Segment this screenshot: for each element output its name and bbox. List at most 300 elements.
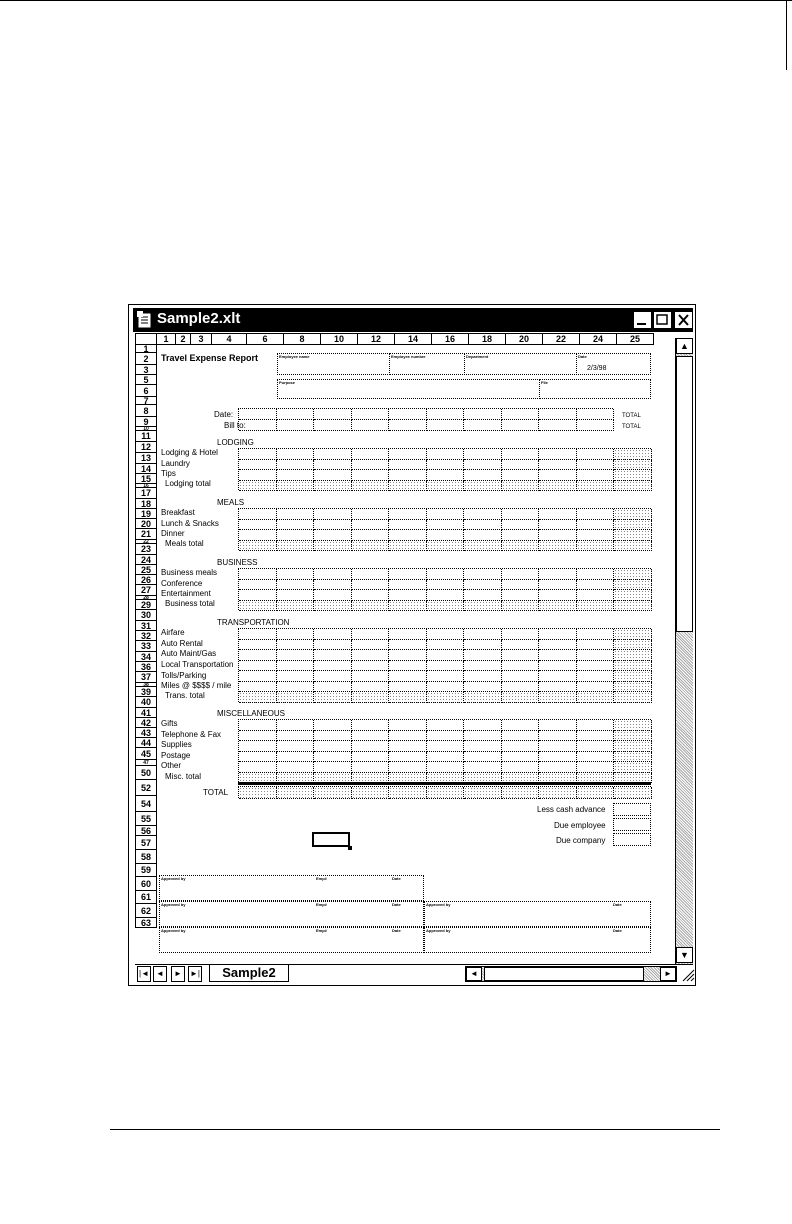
row-header[interactable]: 5 xyxy=(135,375,157,385)
meals-grid[interactable] xyxy=(238,508,651,550)
grid-cell[interactable] xyxy=(239,509,277,520)
grid-cell[interactable] xyxy=(464,520,502,531)
grid-cell[interactable] xyxy=(502,409,540,420)
grid-cell[interactable] xyxy=(577,520,615,531)
row-header[interactable]: 60 xyxy=(135,877,157,891)
grid-cell[interactable] xyxy=(427,541,465,552)
grid-cell[interactable] xyxy=(502,741,540,752)
grid-cell[interactable] xyxy=(239,520,277,531)
row-header[interactable]: 21 xyxy=(135,529,157,540)
grid-cell[interactable] xyxy=(314,420,352,431)
grid-cell[interactable] xyxy=(502,590,540,601)
grid-cell[interactable] xyxy=(464,682,502,693)
grid-cell[interactable] xyxy=(389,640,427,651)
grid-cell[interactable] xyxy=(614,682,652,693)
row-header[interactable]: 28 xyxy=(135,596,157,600)
column-header[interactable]: 12 xyxy=(357,333,395,345)
grid-cell[interactable] xyxy=(427,509,465,520)
grid-cell[interactable] xyxy=(502,692,540,703)
row-header[interactable]: 43 xyxy=(135,728,157,738)
grid-cell[interactable] xyxy=(314,741,352,752)
grid-cell[interactable] xyxy=(314,682,352,693)
grid-cell[interactable] xyxy=(577,481,615,492)
row-header[interactable]: 56 xyxy=(135,826,157,836)
grid-cell[interactable] xyxy=(427,409,465,420)
grid-cell[interactable] xyxy=(464,720,502,731)
grid-cell[interactable] xyxy=(352,661,390,672)
grid-cell[interactable] xyxy=(277,569,315,580)
row-header[interactable]: 30 xyxy=(135,610,157,621)
grid-cell[interactable] xyxy=(352,601,390,612)
row-header[interactable]: 54 xyxy=(135,796,157,812)
grid-cell[interactable] xyxy=(464,580,502,591)
grid-cell[interactable] xyxy=(314,752,352,763)
grid-cell[interactable] xyxy=(464,671,502,682)
sheet-tab-sample2[interactable]: Sample2 xyxy=(209,965,289,982)
grid-cell[interactable] xyxy=(614,661,652,672)
column-header[interactable]: 1 xyxy=(156,333,176,345)
active-cell-cursor[interactable] xyxy=(312,832,350,847)
grid-cell[interactable] xyxy=(352,569,390,580)
grid-cell[interactable] xyxy=(464,692,502,703)
grid-cell[interactable] xyxy=(314,580,352,591)
grid-cell[interactable] xyxy=(427,530,465,541)
grid-cell[interactable] xyxy=(539,520,577,531)
grid-cell[interactable] xyxy=(577,661,615,672)
grid-cell[interactable] xyxy=(577,449,615,460)
transportation-grid[interactable] xyxy=(238,628,651,702)
row-header[interactable]: 9 xyxy=(135,417,157,427)
row-header[interactable]: 50 xyxy=(135,766,157,780)
grid-cell[interactable] xyxy=(614,481,652,492)
grid-cell[interactable] xyxy=(314,590,352,601)
grid-cell[interactable] xyxy=(614,580,652,591)
first-tab-button[interactable]: |◄ xyxy=(137,966,151,982)
row-header[interactable]: 31 xyxy=(135,621,157,631)
row-header[interactable]: 26 xyxy=(135,575,157,585)
grid-cell[interactable] xyxy=(277,590,315,601)
row-header[interactable]: 44 xyxy=(135,738,157,748)
worksheet[interactable] xyxy=(157,345,675,965)
grid-cell[interactable] xyxy=(539,481,577,492)
grid-cell[interactable] xyxy=(502,530,540,541)
grid-cell[interactable] xyxy=(539,629,577,640)
grid-cell[interactable] xyxy=(239,409,277,420)
column-header[interactable]: 2 xyxy=(175,333,191,345)
grid-cell[interactable] xyxy=(614,590,652,601)
department-field[interactable] xyxy=(464,353,577,375)
row-header[interactable]: 14 xyxy=(135,464,157,474)
grid-cell[interactable] xyxy=(239,530,277,541)
grid-cell[interactable] xyxy=(352,409,390,420)
grid-cell[interactable] xyxy=(239,470,277,481)
grid-cell[interactable] xyxy=(502,650,540,661)
grid-cell[interactable] xyxy=(614,720,652,731)
grid-cell[interactable] xyxy=(314,541,352,552)
grid-cell[interactable] xyxy=(239,787,277,799)
grid-cell[interactable] xyxy=(427,449,465,460)
row-header[interactable]: 24 xyxy=(135,555,157,565)
row-header[interactable]: 61 xyxy=(135,891,157,904)
grid-cell[interactable] xyxy=(389,601,427,612)
prev-tab-button[interactable]: ◄ xyxy=(153,966,167,982)
select-all-corner[interactable] xyxy=(135,333,157,345)
grid-cell[interactable] xyxy=(614,762,652,773)
grid-cell[interactable] xyxy=(539,420,577,431)
row-header[interactable]: 17 xyxy=(135,488,157,499)
grid-cell[interactable] xyxy=(464,409,502,420)
grid-cell[interactable] xyxy=(427,762,465,773)
row-header[interactable]: 13 xyxy=(135,453,157,464)
row-header[interactable]: 10 xyxy=(135,427,157,431)
grid-cell[interactable] xyxy=(389,541,427,552)
grid-cell[interactable] xyxy=(314,731,352,742)
grid-cell[interactable] xyxy=(239,601,277,612)
grid-cell[interactable] xyxy=(389,520,427,531)
grid-cell[interactable] xyxy=(389,671,427,682)
grid-cell[interactable] xyxy=(314,692,352,703)
grid-cell[interactable] xyxy=(577,590,615,601)
grid-cell[interactable] xyxy=(427,692,465,703)
grid-cell[interactable] xyxy=(427,682,465,693)
grid-cell[interactable] xyxy=(577,629,615,640)
grid-cell[interactable] xyxy=(427,787,465,799)
grid-cell[interactable] xyxy=(614,787,652,799)
grid-cell[interactable] xyxy=(614,449,652,460)
approval-box-3[interactable] xyxy=(424,901,651,927)
column-header[interactable]: 25 xyxy=(616,333,654,345)
grid-cell[interactable] xyxy=(502,601,540,612)
grid-cell[interactable] xyxy=(464,752,502,763)
grid-cell[interactable] xyxy=(427,661,465,672)
grid-cell[interactable] xyxy=(577,460,615,471)
grid-cell[interactable] xyxy=(352,460,390,471)
grid-cell[interactable] xyxy=(314,409,352,420)
grid-cell[interactable] xyxy=(239,420,277,431)
grid-cell[interactable] xyxy=(389,590,427,601)
column-header[interactable]: 6 xyxy=(246,333,284,345)
grid-cell[interactable] xyxy=(614,629,652,640)
row-header[interactable]: 8 xyxy=(135,405,157,417)
minimize-button[interactable] xyxy=(633,311,652,329)
grid-cell[interactable] xyxy=(239,682,277,693)
grid-cell[interactable] xyxy=(577,580,615,591)
grid-cell[interactable] xyxy=(314,530,352,541)
row-header[interactable]: 47 xyxy=(135,760,157,766)
grid-cell[interactable] xyxy=(502,682,540,693)
grid-cell[interactable] xyxy=(352,470,390,481)
grid-cell[interactable] xyxy=(502,520,540,531)
row-header[interactable]: 37 xyxy=(135,672,157,683)
grid-cell[interactable] xyxy=(239,541,277,552)
grid-cell[interactable] xyxy=(389,650,427,661)
grid-cell[interactable] xyxy=(577,420,615,431)
grid-cell[interactable] xyxy=(577,509,615,520)
column-header[interactable]: 10 xyxy=(320,333,358,345)
grid-cell[interactable] xyxy=(502,569,540,580)
grid-cell[interactable] xyxy=(577,671,615,682)
grid-cell[interactable] xyxy=(539,580,577,591)
grid-cell[interactable] xyxy=(539,661,577,672)
grid-cell[interactable] xyxy=(502,720,540,731)
grid-cell[interactable] xyxy=(577,692,615,703)
grid-cell[interactable] xyxy=(464,741,502,752)
grid-cell[interactable] xyxy=(239,629,277,640)
grid-cell[interactable] xyxy=(577,541,615,552)
grid-cell[interactable] xyxy=(427,650,465,661)
grid-cell[interactable] xyxy=(427,590,465,601)
grid-cell[interactable] xyxy=(389,530,427,541)
fill-handle[interactable] xyxy=(348,846,352,850)
grid-cell[interactable] xyxy=(389,692,427,703)
grid-cell[interactable] xyxy=(427,731,465,742)
grid-cell[interactable] xyxy=(239,569,277,580)
grid-cell[interactable] xyxy=(539,671,577,682)
close-button[interactable] xyxy=(674,311,693,329)
grid-cell[interactable] xyxy=(614,541,652,552)
grid-cell[interactable] xyxy=(389,449,427,460)
maximize-button[interactable] xyxy=(653,311,672,329)
grid-cell[interactable] xyxy=(314,787,352,799)
row-header[interactable]: 45 xyxy=(135,748,157,760)
row-header[interactable]: 57 xyxy=(135,836,157,850)
grid-cell[interactable] xyxy=(389,569,427,580)
scroll-right-button[interactable]: ► xyxy=(660,967,676,981)
last-tab-button[interactable]: ►| xyxy=(188,966,202,982)
grid-cell[interactable] xyxy=(577,741,615,752)
grid-cell[interactable] xyxy=(577,720,615,731)
grid-cell[interactable] xyxy=(502,481,540,492)
grid-cell[interactable] xyxy=(614,530,652,541)
grid-cell[interactable] xyxy=(314,720,352,731)
grid-cell[interactable] xyxy=(389,720,427,731)
grid-cell[interactable] xyxy=(614,731,652,742)
grid-cell[interactable] xyxy=(239,671,277,682)
grid-cell[interactable] xyxy=(389,629,427,640)
grid-cell[interactable] xyxy=(352,650,390,661)
grid-cell[interactable] xyxy=(502,541,540,552)
grid-cell[interactable] xyxy=(464,661,502,672)
row-header[interactable]: 36 xyxy=(135,662,157,672)
grid-cell[interactable] xyxy=(427,420,465,431)
grid-cell[interactable] xyxy=(239,460,277,471)
grid-cell[interactable] xyxy=(277,661,315,672)
scroll-left-button[interactable]: ◄ xyxy=(466,967,482,981)
grid-cell[interactable] xyxy=(614,650,652,661)
grid-cell[interactable] xyxy=(352,720,390,731)
grid-cell[interactable] xyxy=(389,762,427,773)
row-header[interactable]: 15 xyxy=(135,474,157,484)
grid-cell[interactable] xyxy=(389,409,427,420)
grid-cell[interactable] xyxy=(277,762,315,773)
grid-cell[interactable] xyxy=(539,752,577,763)
grid-cell[interactable] xyxy=(464,787,502,799)
row-header[interactable]: 41 xyxy=(135,708,157,718)
grid-cell[interactable] xyxy=(502,671,540,682)
window-titlebar[interactable] xyxy=(133,308,693,332)
row-header[interactable]: 20 xyxy=(135,519,157,529)
grid-cell[interactable] xyxy=(614,509,652,520)
misc-grid[interactable] xyxy=(238,719,651,782)
employee-name-field[interactable] xyxy=(277,353,390,375)
grid-cell[interactable] xyxy=(389,741,427,752)
grid-cell[interactable] xyxy=(502,420,540,431)
column-header[interactable]: 18 xyxy=(468,333,506,345)
grid-cell[interactable] xyxy=(352,509,390,520)
grid-cell[interactable] xyxy=(464,762,502,773)
grid-cell[interactable] xyxy=(614,640,652,651)
grid-cell[interactable] xyxy=(277,420,315,431)
grid-cell[interactable] xyxy=(539,449,577,460)
grid-cell[interactable] xyxy=(427,601,465,612)
grid-cell[interactable] xyxy=(277,731,315,742)
grid-cell[interactable] xyxy=(277,629,315,640)
grid-cell[interactable] xyxy=(502,640,540,651)
grid-cell[interactable] xyxy=(502,752,540,763)
next-tab-button[interactable]: ► xyxy=(171,966,185,982)
grid-cell[interactable] xyxy=(539,682,577,693)
grid-cell[interactable] xyxy=(539,590,577,601)
horizontal-scrollbar[interactable] xyxy=(465,966,677,982)
row-header[interactable]: 58 xyxy=(135,850,157,864)
grid-cell[interactable] xyxy=(352,481,390,492)
column-header[interactable]: 4 xyxy=(211,333,247,345)
grid-cell[interactable] xyxy=(464,460,502,471)
grid-cell[interactable] xyxy=(314,762,352,773)
column-header[interactable]: 20 xyxy=(505,333,543,345)
grid-cell[interactable] xyxy=(277,787,315,799)
grid-cell[interactable] xyxy=(277,580,315,591)
grid-cell[interactable] xyxy=(314,569,352,580)
grid-cell[interactable] xyxy=(577,682,615,693)
grid-cell[interactable] xyxy=(464,731,502,742)
grid-cell[interactable] xyxy=(314,509,352,520)
row-header[interactable]: 7 xyxy=(135,397,157,405)
grid-cell[interactable] xyxy=(239,731,277,742)
row-header[interactable]: 40 xyxy=(135,697,157,708)
row-header[interactable]: 25 xyxy=(135,565,157,575)
grid-cell[interactable] xyxy=(427,671,465,682)
due-company-cell[interactable] xyxy=(613,833,651,846)
grid-cell[interactable] xyxy=(464,481,502,492)
grid-cell[interactable] xyxy=(427,569,465,580)
grid-cell[interactable] xyxy=(502,661,540,672)
grid-cell[interactable] xyxy=(352,787,390,799)
row-header[interactable]: 12 xyxy=(135,442,157,453)
grid-cell[interactable] xyxy=(502,460,540,471)
grid-cell[interactable] xyxy=(539,762,577,773)
grid-cell[interactable] xyxy=(427,752,465,763)
grid-cell[interactable] xyxy=(239,741,277,752)
grid-cell[interactable] xyxy=(614,752,652,763)
grid-cell[interactable] xyxy=(314,629,352,640)
grid-cell[interactable] xyxy=(614,601,652,612)
due-employee-cell[interactable] xyxy=(613,818,651,831)
grid-cell[interactable] xyxy=(577,530,615,541)
scroll-down-button[interactable]: ▼ xyxy=(676,947,693,963)
grid-cell[interactable] xyxy=(239,762,277,773)
row-header[interactable]: 42 xyxy=(135,718,157,728)
horizontal-scroll-thumb[interactable] xyxy=(484,967,644,981)
grid-cell[interactable] xyxy=(352,629,390,640)
grid-cell[interactable] xyxy=(539,569,577,580)
grid-cell[interactable] xyxy=(464,470,502,481)
grid-cell[interactable] xyxy=(239,720,277,731)
scroll-up-button[interactable]: ▲ xyxy=(676,338,693,354)
grid-cell[interactable] xyxy=(389,787,427,799)
grid-cell[interactable] xyxy=(502,470,540,481)
grid-cell[interactable] xyxy=(539,470,577,481)
grid-cell[interactable] xyxy=(577,650,615,661)
grid-cell[interactable] xyxy=(539,409,577,420)
grid-cell[interactable] xyxy=(427,520,465,531)
grid-cell[interactable] xyxy=(352,449,390,460)
grid-cell[interactable] xyxy=(539,460,577,471)
grid-cell[interactable] xyxy=(539,650,577,661)
grid-cell[interactable] xyxy=(539,530,577,541)
grid-cell[interactable] xyxy=(502,762,540,773)
grid-cell[interactable] xyxy=(314,601,352,612)
grid-cell[interactable] xyxy=(352,640,390,651)
grid-cell[interactable] xyxy=(577,731,615,742)
grid-cell[interactable] xyxy=(389,661,427,672)
grid-cell[interactable] xyxy=(427,629,465,640)
row-header[interactable]: 39 xyxy=(135,687,157,697)
grid-cell[interactable] xyxy=(239,650,277,661)
grid-cell[interactable] xyxy=(539,787,577,799)
row-header[interactable]: 34 xyxy=(135,652,157,662)
grid-cell[interactable] xyxy=(427,640,465,651)
grid-cell[interactable] xyxy=(277,752,315,763)
column-header[interactable]: 8 xyxy=(283,333,321,345)
grid-cell[interactable] xyxy=(539,640,577,651)
grid-cell[interactable] xyxy=(352,752,390,763)
grid-cell[interactable] xyxy=(277,650,315,661)
row-header[interactable]: 23 xyxy=(135,544,157,555)
date-grid[interactable] xyxy=(238,408,613,430)
grid-cell[interactable] xyxy=(539,601,577,612)
grid-cell[interactable] xyxy=(427,720,465,731)
row-header[interactable]: 32 xyxy=(135,631,157,641)
grid-cell[interactable] xyxy=(427,470,465,481)
grid-cell[interactable] xyxy=(539,720,577,731)
grid-cell[interactable] xyxy=(277,481,315,492)
grid-cell[interactable] xyxy=(352,741,390,752)
grid-cell[interactable] xyxy=(539,731,577,742)
grid-cell[interactable] xyxy=(464,420,502,431)
grid-cell[interactable] xyxy=(314,481,352,492)
grid-cell[interactable] xyxy=(277,530,315,541)
grid-cell[interactable] xyxy=(314,460,352,471)
grid-cell[interactable] xyxy=(352,580,390,591)
grid-cell[interactable] xyxy=(277,671,315,682)
grid-cell[interactable] xyxy=(389,682,427,693)
grid-cell[interactable] xyxy=(239,692,277,703)
grid-cell[interactable] xyxy=(502,580,540,591)
grid-cell[interactable] xyxy=(277,470,315,481)
row-header[interactable]: 1 xyxy=(135,345,157,353)
grid-cell[interactable] xyxy=(389,470,427,481)
grid-cell[interactable] xyxy=(577,762,615,773)
date-field[interactable] xyxy=(576,353,651,375)
row-header[interactable]: 62 xyxy=(135,904,157,918)
grid-cell[interactable] xyxy=(352,731,390,742)
grid-cell[interactable] xyxy=(577,470,615,481)
grid-cell[interactable] xyxy=(277,682,315,693)
grid-cell[interactable] xyxy=(577,752,615,763)
grid-cell[interactable] xyxy=(277,460,315,471)
approval-box-1[interactable] xyxy=(159,875,424,901)
